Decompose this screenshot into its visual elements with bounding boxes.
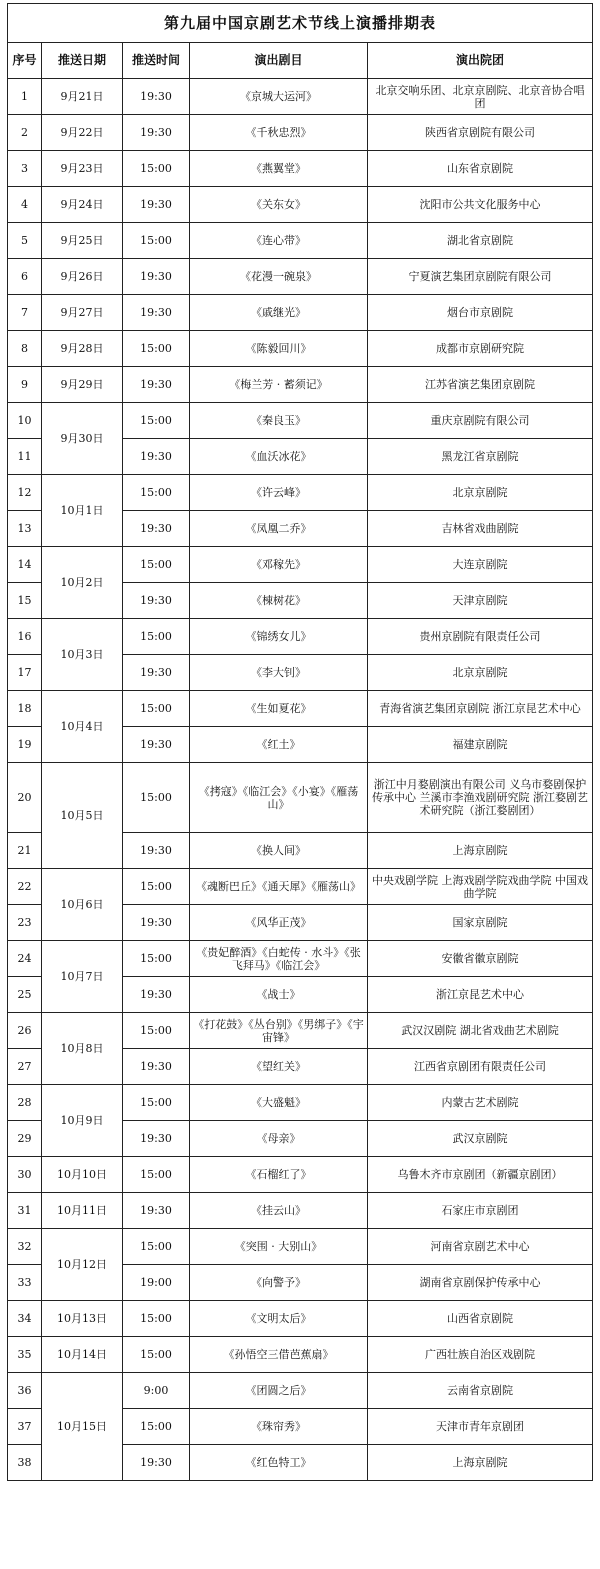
cell-time: 19:30: [123, 259, 190, 295]
cell-show: 《陈毅回川》: [190, 331, 368, 367]
cell-show: 《戚继光》: [190, 295, 368, 331]
cell-show: 《珠帘秀》: [190, 1409, 368, 1445]
cell-date: 10月4日: [42, 691, 123, 763]
cell-time: 15:00: [123, 403, 190, 439]
cell-troupe: 陕西省京剧院有限公司: [368, 115, 593, 151]
cell-date: 10月14日: [42, 1337, 123, 1373]
cell-date: 9月28日: [42, 331, 123, 367]
cell-show: 《千秋忠烈》: [190, 115, 368, 151]
cell-troupe: 内蒙古艺术剧院: [368, 1085, 593, 1121]
cell-time: 19:00: [123, 1265, 190, 1301]
table-row: [8, 869, 593, 905]
table-row: [8, 187, 593, 223]
table-row: [8, 547, 593, 583]
cell-troupe: 天津市青年京剧团: [368, 1409, 593, 1445]
cell-time: 19:30: [123, 1445, 190, 1481]
cell-troupe: 浙江中月婺剧演出有限公司 义乌市婺剧保护传承中心 兰溪市李渔戏剧研究院 浙江婺剧艺术研究院（浙江婺剧团）: [368, 763, 593, 833]
table-row: [8, 1157, 593, 1193]
cell-show: 《凤凰二乔》: [190, 511, 368, 547]
cell-time: 15:00: [123, 1085, 190, 1121]
table-row: [8, 1229, 593, 1265]
cell-show: 《风华正茂》: [190, 905, 368, 941]
table-row: [8, 1013, 593, 1049]
cell-no: 29: [8, 1121, 42, 1157]
cell-show: 《战士》: [190, 977, 368, 1013]
cell-no: 18: [8, 691, 42, 727]
cell-troupe: 山西省京剧院: [368, 1301, 593, 1337]
cell-time: 19:30: [123, 511, 190, 547]
cell-show: 《关东女》: [190, 187, 368, 223]
cell-no: 32: [8, 1229, 42, 1265]
cell-time: 15:00: [123, 151, 190, 187]
cell-troupe: 天津京剧院: [368, 583, 593, 619]
cell-no: 30: [8, 1157, 42, 1193]
cell-troupe: 福建京剧院: [368, 727, 593, 763]
table-row: [8, 1085, 593, 1121]
cell-troupe: 山东省京剧院: [368, 151, 593, 187]
cell-date: 9月29日: [42, 367, 123, 403]
cell-date: 10月15日: [42, 1373, 123, 1481]
cell-no: 16: [8, 619, 42, 655]
cell-date: 10月2日: [42, 547, 123, 619]
table-row: [8, 259, 593, 295]
cell-no: 7: [8, 295, 42, 331]
cell-troupe: 北京京剧院: [368, 475, 593, 511]
cell-troupe: 湖南省京剧保护传承中心: [368, 1265, 593, 1301]
cell-show: 《突围 · 大别山》: [190, 1229, 368, 1265]
cell-troupe: 石家庄市京剧团: [368, 1193, 593, 1229]
cell-troupe: 宁夏演艺集团京剧院有限公司: [368, 259, 593, 295]
table-row: [8, 1193, 593, 1229]
cell-show: 《红土》: [190, 727, 368, 763]
table-row: [8, 1337, 593, 1373]
cell-no: 1: [8, 79, 42, 115]
header-no: 序号: [8, 43, 42, 79]
cell-date: 9月25日: [42, 223, 123, 259]
cell-time: 15:00: [123, 691, 190, 727]
cell-time: 19:30: [123, 1049, 190, 1085]
cell-date: 10月8日: [42, 1013, 123, 1085]
cell-time: 15:00: [123, 1013, 190, 1049]
cell-show: 《李大钊》: [190, 655, 368, 691]
cell-time: 19:30: [123, 295, 190, 331]
cell-date: 9月24日: [42, 187, 123, 223]
table-row: [8, 763, 593, 833]
cell-show: 《换人间》: [190, 833, 368, 869]
cell-show: 《母亲》: [190, 1121, 368, 1157]
cell-date: 9月21日: [42, 79, 123, 115]
cell-time: 15:00: [123, 1409, 190, 1445]
cell-troupe: 贵州京剧院有限责任公司: [368, 619, 593, 655]
header-date: 推送日期: [42, 43, 123, 79]
cell-date: 10月7日: [42, 941, 123, 1013]
cell-show: 《向警予》: [190, 1265, 368, 1301]
cell-show: 《燕翼堂》: [190, 151, 368, 187]
cell-troupe: 青海省演艺集团京剧院 浙江京昆艺术中心: [368, 691, 593, 727]
table-title: 第九届中国京剧艺术节线上演播排期表: [8, 4, 593, 43]
cell-time: 15:00: [123, 869, 190, 905]
cell-time: 19:30: [123, 1121, 190, 1157]
cell-no: 3: [8, 151, 42, 187]
cell-time: 19:30: [123, 1193, 190, 1229]
cell-time: 15:00: [123, 1301, 190, 1337]
cell-no: 15: [8, 583, 42, 619]
cell-show: 《梅兰芳 · 蓄须记》: [190, 367, 368, 403]
cell-date: 10月5日: [42, 763, 123, 869]
cell-date: 9月23日: [42, 151, 123, 187]
cell-no: 21: [8, 833, 42, 869]
cell-troupe: 成都市京剧研究院: [368, 331, 593, 367]
cell-time: 19:30: [123, 187, 190, 223]
cell-troupe: 烟台市京剧院: [368, 295, 593, 331]
cell-date: 10月12日: [42, 1229, 123, 1301]
cell-troupe: 浙江京昆艺术中心: [368, 977, 593, 1013]
cell-show: 《魂断巴丘》《通天犀》《雁荡山》: [190, 869, 368, 905]
cell-show: 《京城大运河》: [190, 79, 368, 115]
cell-troupe: 重庆京剧院有限公司: [368, 403, 593, 439]
cell-troupe: 吉林省戏曲剧院: [368, 511, 593, 547]
schedule-table: [7, 3, 593, 1481]
cell-no: 11: [8, 439, 42, 475]
cell-no: 12: [8, 475, 42, 511]
schedule-wrapper: [7, 3, 593, 1481]
cell-time: 15:00: [123, 1229, 190, 1265]
cell-no: 14: [8, 547, 42, 583]
cell-show: 《望红关》: [190, 1049, 368, 1085]
cell-time: 19:30: [123, 727, 190, 763]
cell-troupe: 北京京剧院: [368, 655, 593, 691]
cell-date: 9月30日: [42, 403, 123, 475]
cell-date: 10月1日: [42, 475, 123, 547]
cell-time: 15:00: [123, 475, 190, 511]
cell-no: 4: [8, 187, 42, 223]
cell-no: 38: [8, 1445, 42, 1481]
table-row: [8, 1301, 593, 1337]
table-row: [8, 619, 593, 655]
cell-troupe: 湖北省京剧院: [368, 223, 593, 259]
cell-show: 《文明太后》: [190, 1301, 368, 1337]
cell-troupe: 江苏省演艺集团京剧院: [368, 367, 593, 403]
cell-time: 15:00: [123, 619, 190, 655]
cell-troupe: 沈阳市公共文化服务中心: [368, 187, 593, 223]
cell-show: 《拷寇》《临江会》《小宴》《雁荡山》: [190, 763, 368, 833]
cell-no: 27: [8, 1049, 42, 1085]
cell-time: 15:00: [123, 223, 190, 259]
cell-no: 13: [8, 511, 42, 547]
cell-time: 19:30: [123, 439, 190, 475]
cell-troupe: 中央戏剧学院 上海戏剧学院戏曲学院 中国戏曲学院: [368, 869, 593, 905]
cell-troupe: 江西省京剧团有限责任公司: [368, 1049, 593, 1085]
table-row: [8, 1373, 593, 1409]
cell-no: 5: [8, 223, 42, 259]
cell-no: 19: [8, 727, 42, 763]
table-row: [8, 115, 593, 151]
cell-show: 《红色特工》: [190, 1445, 368, 1481]
table-body: [8, 79, 593, 1481]
cell-troupe: 乌鲁木齐市京剧团（新疆京剧团）: [368, 1157, 593, 1193]
cell-time: 15:00: [123, 763, 190, 833]
cell-time: 15:00: [123, 1337, 190, 1373]
table-row: [8, 79, 593, 115]
cell-troupe: 云南省京剧院: [368, 1373, 593, 1409]
cell-no: 36: [8, 1373, 42, 1409]
cell-show: 《孙悟空三借芭蕉扇》: [190, 1337, 368, 1373]
cell-time: 19:30: [123, 367, 190, 403]
cell-no: 26: [8, 1013, 42, 1049]
table-row: [8, 691, 593, 727]
cell-no: 20: [8, 763, 42, 833]
cell-time: 19:30: [123, 115, 190, 151]
cell-time: 15:00: [123, 547, 190, 583]
header-time: 推送时间: [123, 43, 190, 79]
cell-no: 23: [8, 905, 42, 941]
cell-show: 《棟树花》: [190, 583, 368, 619]
cell-date: 9月27日: [42, 295, 123, 331]
table-row: [8, 475, 593, 511]
cell-show: 《大盛魁》: [190, 1085, 368, 1121]
table-row: [8, 367, 593, 403]
cell-date: 10月10日: [42, 1157, 123, 1193]
cell-show: 《挂云山》: [190, 1193, 368, 1229]
cell-troupe: 北京交响乐团、北京京剧院、北京音协合唱团: [368, 79, 593, 115]
cell-no: 17: [8, 655, 42, 691]
cell-no: 6: [8, 259, 42, 295]
cell-time: 15:00: [123, 941, 190, 977]
cell-troupe: 国家京剧院: [368, 905, 593, 941]
cell-date: 9月26日: [42, 259, 123, 295]
table-row: [8, 331, 593, 367]
cell-no: 28: [8, 1085, 42, 1121]
cell-no: 22: [8, 869, 42, 905]
cell-time: 19:30: [123, 905, 190, 941]
cell-date: 9月22日: [42, 115, 123, 151]
cell-show: 《锦绣女儿》: [190, 619, 368, 655]
cell-troupe: 河南省京剧艺术中心: [368, 1229, 593, 1265]
cell-show: 《血沃冰花》: [190, 439, 368, 475]
cell-time: 19:30: [123, 79, 190, 115]
cell-time: 19:30: [123, 583, 190, 619]
cell-no: 24: [8, 941, 42, 977]
cell-time: 15:00: [123, 1157, 190, 1193]
cell-show: 《石榴红了》: [190, 1157, 368, 1193]
cell-troupe: 黑龙江省京剧院: [368, 439, 593, 475]
table-row: [8, 151, 593, 187]
cell-show: 《许云峰》: [190, 475, 368, 511]
cell-no: 31: [8, 1193, 42, 1229]
cell-troupe: 武汉京剧院: [368, 1121, 593, 1157]
table-row: [8, 941, 593, 977]
cell-show: 《邓稼先》: [190, 547, 368, 583]
cell-troupe: 广西壮族自治区戏剧院: [368, 1337, 593, 1373]
cell-time: 19:30: [123, 655, 190, 691]
table-row: [8, 295, 593, 331]
cell-no: 35: [8, 1337, 42, 1373]
cell-no: 2: [8, 115, 42, 151]
cell-no: 10: [8, 403, 42, 439]
header-troupe: 演出院团: [368, 43, 593, 79]
cell-date: 10月9日: [42, 1085, 123, 1157]
cell-troupe: 大连京剧院: [368, 547, 593, 583]
cell-show: 《生如夏花》: [190, 691, 368, 727]
cell-date: 10月6日: [42, 869, 123, 941]
header-show: 演出剧目: [190, 43, 368, 79]
cell-date: 10月11日: [42, 1193, 123, 1229]
cell-troupe: 上海京剧院: [368, 833, 593, 869]
cell-no: 9: [8, 367, 42, 403]
cell-show: 《贵妃醉酒》《白蛇传 · 水斗》《张飞拜马》《临江会》: [190, 941, 368, 977]
cell-date: 10月3日: [42, 619, 123, 691]
cell-time: 9:00: [123, 1373, 190, 1409]
cell-show: 《团圆之后》: [190, 1373, 368, 1409]
cell-show: 《花漫一碗泉》: [190, 259, 368, 295]
cell-troupe: 安徽省徽京剧院: [368, 941, 593, 977]
cell-show: 《连心带》: [190, 223, 368, 259]
cell-time: 19:30: [123, 833, 190, 869]
cell-show: 《秦良玉》: [190, 403, 368, 439]
cell-no: 25: [8, 977, 42, 1013]
table-row: [8, 223, 593, 259]
cell-show: 《打花鼓》《丛台别》《男绑子》《宇宙锋》: [190, 1013, 368, 1049]
table-row: [8, 403, 593, 439]
table-header-row: [8, 43, 593, 79]
cell-troupe: 武汉汉剧院 湖北省戏曲艺术剧院: [368, 1013, 593, 1049]
cell-troupe: 上海京剧院: [368, 1445, 593, 1481]
cell-no: 8: [8, 331, 42, 367]
cell-no: 33: [8, 1265, 42, 1301]
cell-time: 19:30: [123, 977, 190, 1013]
cell-no: 34: [8, 1301, 42, 1337]
cell-date: 10月13日: [42, 1301, 123, 1337]
cell-no: 37: [8, 1409, 42, 1445]
cell-time: 15:00: [123, 331, 190, 367]
